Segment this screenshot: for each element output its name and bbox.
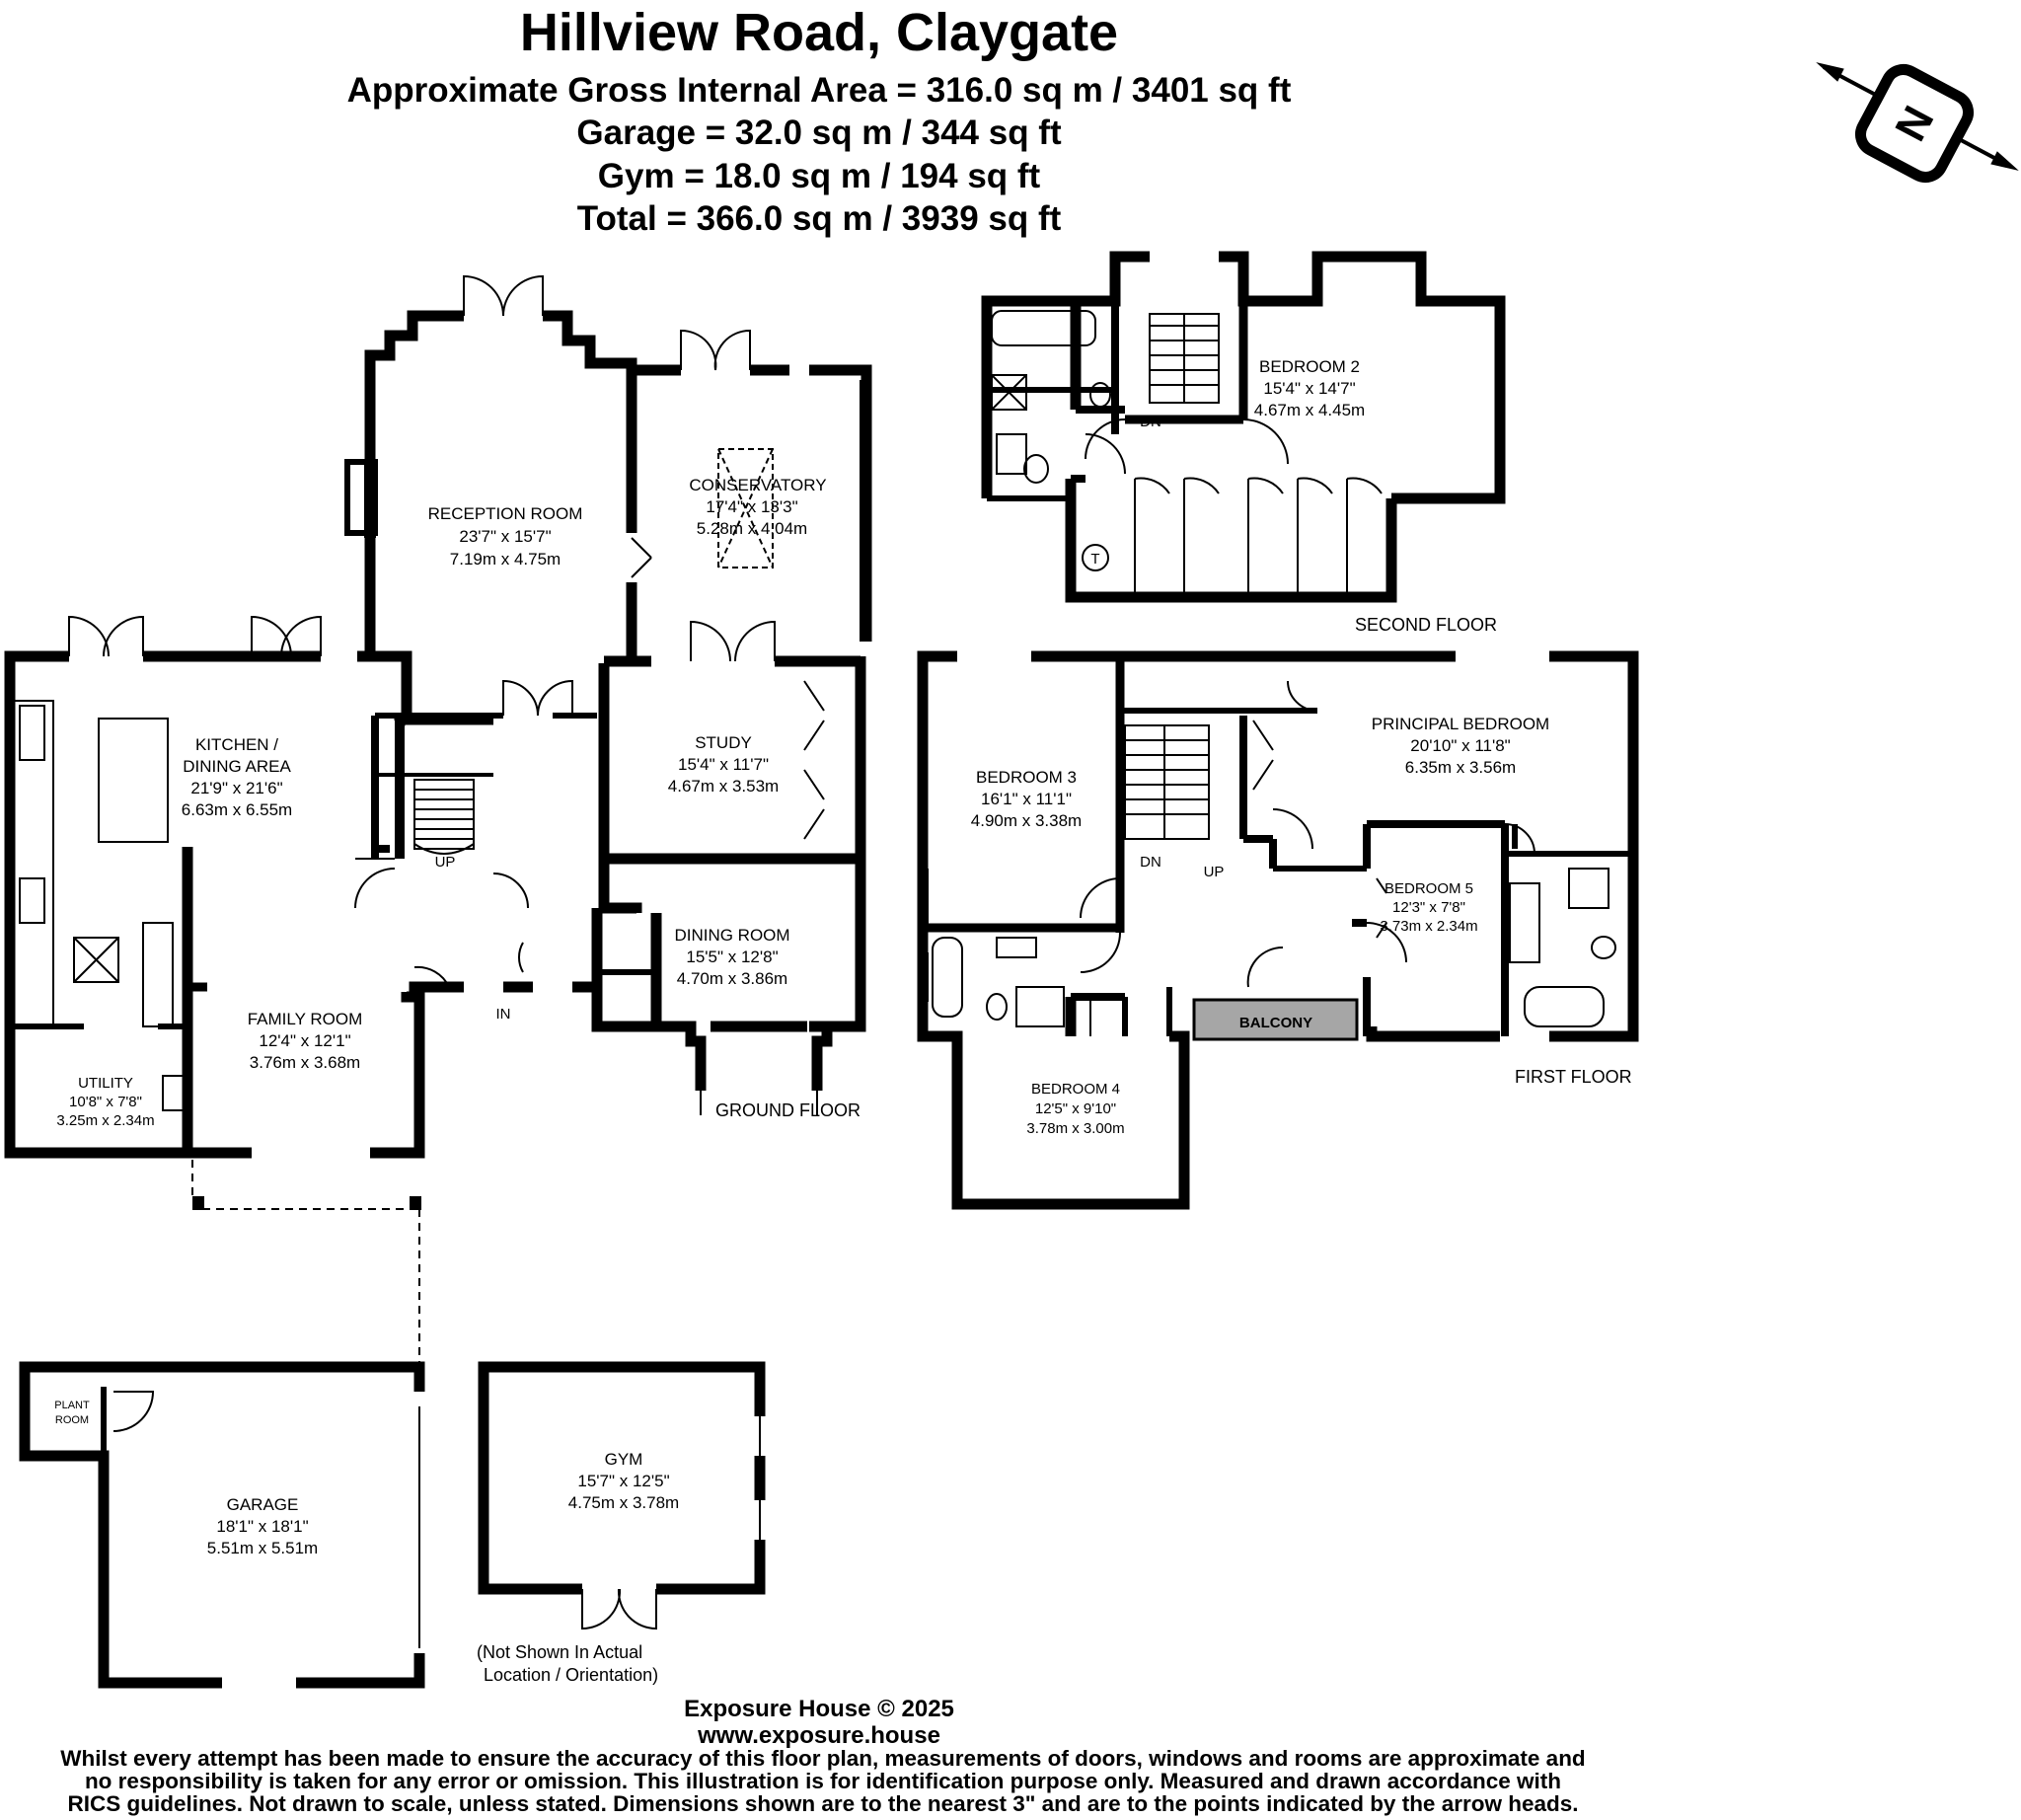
ground-floor-plan	[10, 276, 866, 1362]
entrance-label: IN	[495, 1006, 511, 1023]
room-label-dining	[674, 926, 789, 988]
svg-text:GARAGE: GARAGE	[226, 1495, 299, 1514]
svg-text:12'4" x 12'1": 12'4" x 12'1"	[259, 1031, 351, 1050]
area-gross-internal: Approximate Gross Internal Area = 316.0 sq m / 3401 sq ft	[346, 71, 1292, 110]
room-label-kitchen	[182, 735, 292, 819]
svg-text:4.90m x 3.38m: 4.90m x 3.38m	[970, 811, 1083, 830]
svg-text:4.67m x 3.53m: 4.67m x 3.53m	[667, 777, 780, 796]
room-label-principal	[1372, 715, 1549, 777]
svg-text:4.75m x 3.78m: 4.75m x 3.78m	[567, 1493, 680, 1512]
gym-location-note-2: Location / Orientation)	[484, 1665, 659, 1685]
disclaimer	[4, 1747, 1642, 1815]
svg-text:4.67m x 4.45m: 4.67m x 4.45m	[1253, 401, 1366, 419]
room-label-family	[248, 1010, 363, 1072]
svg-text:16'1" x 11'1": 16'1" x 11'1"	[981, 790, 1072, 808]
svg-text:17'4" x 13'3": 17'4" x 13'3"	[706, 497, 798, 516]
disclaimer-line: RICS guidelines. Not drawn to scale, unless stated. Dimensions shown are to the nearest 3" and are to the points indicated by the arrow heads.	[67, 1791, 1579, 1816]
stair-down-label-second: DN	[1140, 414, 1161, 430]
room-label-gym	[568, 1450, 679, 1512]
disclaimer-line: no responsibility is taken for any error or omission. This illustration is for identification purpose only. Measured and drawn accordance with	[84, 1769, 1562, 1793]
balcony-label: BALCONY	[1238, 1015, 1313, 1031]
svg-text:DINING AREA: DINING AREA	[183, 757, 291, 776]
area-gym: Gym = 18.0 sq m / 194 sq ft	[597, 157, 1041, 195]
website: www.exposure.house	[698, 1722, 940, 1749]
svg-text:PLANT: PLANT	[54, 1400, 90, 1411]
svg-text:KITCHEN /: KITCHEN /	[194, 735, 279, 754]
svg-text:GYM: GYM	[604, 1450, 643, 1469]
svg-text:BEDROOM 3: BEDROOM 3	[975, 768, 1078, 787]
svg-text:10'8" x 7'8": 10'8" x 7'8"	[69, 1094, 142, 1110]
area-garage: Garage = 32.0 sq m / 344 sq ft	[576, 114, 1062, 152]
svg-text:FAMILY ROOM: FAMILY ROOM	[247, 1010, 363, 1028]
svg-text:5.51m x 5.51m: 5.51m x 5.51m	[206, 1539, 319, 1557]
tank-label: T	[1090, 551, 1100, 568]
svg-text:BEDROOM 4: BEDROOM 4	[1030, 1081, 1121, 1098]
svg-text:RECEPTION ROOM: RECEPTION ROOM	[427, 504, 583, 523]
svg-text:15'5" x 12'8": 15'5" x 12'8"	[686, 948, 779, 966]
svg-text:DINING ROOM: DINING ROOM	[674, 926, 790, 945]
svg-text:15'4" x 11'7": 15'4" x 11'7"	[678, 755, 769, 774]
svg-text:UTILITY: UTILITY	[78, 1075, 133, 1092]
svg-text:23'7" x 15'7": 23'7" x 15'7"	[459, 527, 552, 546]
svg-text:3.73m x 2.34m: 3.73m x 2.34m	[1380, 918, 1478, 935]
svg-text:3.78m x 3.00m: 3.78m x 3.00m	[1026, 1120, 1125, 1137]
gym-location-note-1: (Not Shown In Actual	[477, 1642, 643, 1662]
svg-text:6.35m x 3.56m: 6.35m x 3.56m	[1404, 758, 1517, 777]
svg-text:12'3" x 7'8": 12'3" x 7'8"	[1392, 899, 1465, 916]
north-compass-icon	[1818, 63, 2017, 184]
svg-text:BEDROOM 2: BEDROOM 2	[1258, 357, 1361, 376]
room-label-bedroom4	[1026, 1081, 1124, 1137]
copyright: Exposure House © 2025	[684, 1696, 954, 1722]
svg-text:20'10" x 11'8": 20'10" x 11'8"	[1410, 736, 1511, 755]
second-floor-plan	[987, 257, 1500, 597]
room-label-reception	[428, 504, 583, 569]
svg-text:3.76m x 3.68m: 3.76m x 3.68m	[249, 1053, 361, 1072]
room-label-utility	[56, 1075, 154, 1129]
second-floor-label: SECOND FLOOR	[1355, 615, 1498, 635]
area-total: Total = 366.0 sq m / 3939 sq ft	[576, 199, 1062, 238]
room-label-bedroom2	[1254, 357, 1365, 419]
ground-floor-label: GROUND FLOOR	[715, 1100, 861, 1120]
room-label-plant	[54, 1400, 90, 1426]
svg-text:CONSERVATORY: CONSERVATORY	[689, 476, 827, 494]
svg-text:ROOM: ROOM	[54, 1414, 90, 1426]
svg-text:7.19m x 4.75m: 7.19m x 4.75m	[449, 550, 561, 569]
disclaimer-line: Whilst every attempt has been made to ensure the accuracy of this floor plan, measurements of doors, windows and rooms are approximate and	[60, 1746, 1586, 1771]
room-label-study	[668, 733, 779, 796]
room-label-bedroom5	[1380, 880, 1477, 935]
svg-text:18'1" x 18'1": 18'1" x 18'1"	[216, 1517, 309, 1536]
svg-text:STUDY: STUDY	[695, 733, 752, 752]
room-label-bedroom3	[971, 768, 1082, 830]
svg-text:5.28m x 4.04m: 5.28m x 4.04m	[696, 519, 808, 538]
first-floor-label: FIRST FLOOR	[1515, 1067, 1632, 1087]
svg-text:12'5" x 9'10": 12'5" x 9'10"	[1034, 1100, 1117, 1117]
svg-text:15'7" x 12'5": 15'7" x 12'5"	[577, 1472, 670, 1490]
room-label-conservatory	[689, 476, 826, 538]
svg-text:PRINCIPAL BEDROOM: PRINCIPAL BEDROOM	[1371, 715, 1550, 733]
compass-letter: N	[1886, 98, 1944, 149]
stair-down-label-first: DN	[1140, 854, 1161, 871]
svg-text:15'4" x 14'7": 15'4" x 14'7"	[1263, 379, 1356, 398]
room-label-garage	[207, 1495, 318, 1557]
svg-text:21'9" x 21'6": 21'9" x 21'6"	[190, 779, 283, 797]
stair-up-label-first: UP	[1203, 864, 1225, 880]
svg-text:3.25m x 2.34m: 3.25m x 2.34m	[56, 1112, 155, 1129]
svg-text:4.70m x 3.86m: 4.70m x 3.86m	[676, 969, 788, 988]
plan-title: Hillview Road, Claygate	[519, 3, 1119, 62]
stair-up-label: UP	[434, 854, 456, 871]
svg-text:BEDROOM 5: BEDROOM 5	[1384, 880, 1474, 897]
svg-text:6.63m x 6.55m: 6.63m x 6.55m	[181, 800, 293, 819]
